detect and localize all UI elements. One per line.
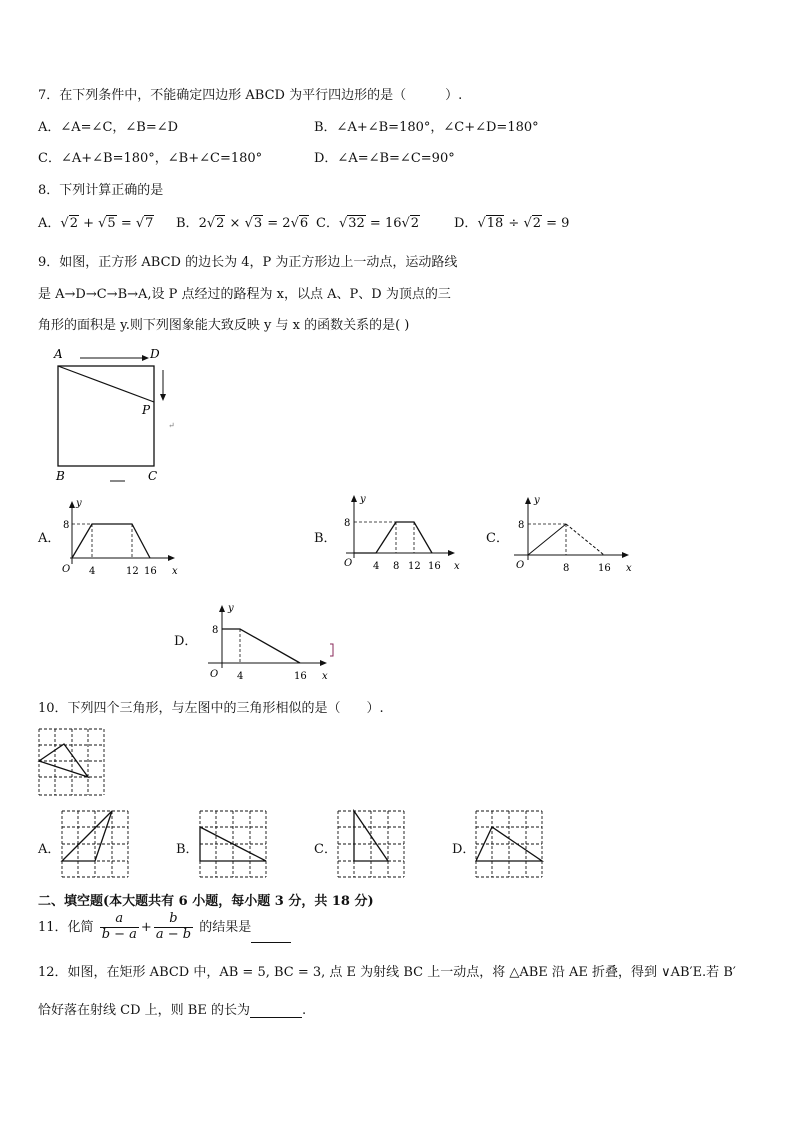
- x-tick-16: 16: [428, 561, 441, 572]
- q12-line-2-text: 恰好落在射线 CD 上，则 BE 的长为: [38, 1003, 250, 1018]
- q12-line-2-end: .: [301, 1003, 307, 1018]
- y-axis-arrow-icon: [351, 495, 357, 502]
- q12-answer-blank: [250, 1017, 302, 1018]
- q9-graph-c: [506, 492, 644, 574]
- origin-label: O: [210, 669, 219, 680]
- x-axis-label: x: [626, 563, 632, 574]
- stray-bracket-mark: [330, 644, 333, 656]
- x-tick-12: 12: [408, 561, 421, 572]
- x-axis-arrow-icon: [448, 550, 455, 556]
- x-axis-arrow-icon: [622, 552, 629, 558]
- q9-option-c-label: C．: [486, 531, 509, 546]
- x-tick-4: 4: [237, 671, 244, 682]
- x-tick-16: 16: [598, 563, 611, 574]
- y-axis-label: y: [76, 498, 82, 509]
- x-axis-label: x: [172, 566, 178, 577]
- q10-option-c-grid: [336, 807, 408, 881]
- q9-line-3: 角形的面积是 y.则下列图象能大致反映 y 与 x 的函数关系的是( ): [38, 318, 410, 333]
- graph-b-line: [354, 522, 432, 553]
- label-p: P: [142, 403, 151, 417]
- x-tick-4: 4: [373, 561, 380, 572]
- x-tick-4: 4: [89, 566, 96, 577]
- segment-ap: [58, 366, 154, 402]
- label-c: C: [148, 469, 158, 483]
- grid-lines: [476, 811, 542, 877]
- x-tick-16: 16: [294, 671, 307, 682]
- q9-line-1: 9．如图，正方形 ABCD 的边长为 4，P 为正方形边上一动点，运动路线: [38, 255, 458, 270]
- q11: 11．化简 $\frac{a}{b - a}$ + $\frac{b}{a - b}$ 的结果是: [38, 912, 291, 943]
- graph-c-fall: [566, 524, 604, 555]
- y-axis-arrow-icon: [525, 497, 531, 504]
- q9-option-b-label: B．: [314, 531, 337, 546]
- q10-option-d-grid: [474, 807, 546, 881]
- q9-line-2: 是 A→D→C→B→A,设 P 点经过的路程为 x，以点 A、P、D 为顶点的三: [38, 287, 451, 302]
- label-d: D: [150, 347, 160, 361]
- x-tick-8: 8: [563, 563, 570, 574]
- y-tick-8: 8: [212, 625, 219, 636]
- q8-stem: 8．下列计算正确的是: [38, 183, 164, 198]
- arrow-head-right-icon: [142, 355, 149, 361]
- y-axis-arrow-icon: [219, 605, 225, 612]
- y-tick-8: 8: [63, 520, 70, 531]
- section-2-heading: 二、填空题(本大题共有 6 小题，每小题 3 分，共 18 分): [38, 894, 374, 909]
- origin-label: O: [344, 558, 353, 569]
- return-mark-icon: ↵: [168, 421, 175, 430]
- square-abcd: [58, 366, 154, 466]
- q10-option-a-grid: [60, 807, 132, 881]
- q8-option-b-label: B．: [176, 216, 199, 231]
- graph-a-line: [72, 524, 150, 558]
- y-axis-label: y: [360, 494, 366, 505]
- q8-option-a-label: A．: [38, 216, 61, 231]
- x-axis-arrow-icon: [168, 555, 175, 561]
- q11-prefix: 11．化简: [38, 919, 94, 935]
- q10-option-b-grid: [198, 807, 270, 881]
- q10-option-a-label: A．: [38, 842, 61, 857]
- reference-triangle: [39, 744, 88, 777]
- x-tick-8: 8: [393, 561, 400, 572]
- q8-option-b: B．2√2 × √3 = 2√6: [176, 216, 309, 231]
- q7-stem: 7．在下列条件中，不能确定四边形 ABCD 为平行四边形的是（ ）.: [38, 88, 463, 103]
- q10-option-b-label: B．: [176, 842, 199, 857]
- option-a-triangle: [62, 811, 112, 861]
- q9-option-a-label: A．: [38, 531, 61, 546]
- x-axis-label: x: [322, 671, 328, 682]
- q9-square-figure: [50, 344, 180, 484]
- graph-c-rise: [528, 524, 566, 555]
- fraction-a-over-b-minus-a: $\frac{a}{b - a}$: [101, 911, 137, 942]
- y-axis-label: y: [534, 495, 540, 506]
- q9-graph-b: [336, 492, 470, 574]
- q9-graph-a: [60, 498, 190, 580]
- q11-suffix: 的结果是: [199, 919, 252, 935]
- q10-option-d-label: D．: [452, 842, 476, 857]
- q7-option-b: B．∠A+∠B=180°，∠C+∠D=180°: [314, 120, 539, 135]
- q9-graph-d: [196, 600, 346, 682]
- x-axis-label: x: [454, 561, 460, 572]
- x-axis-arrow-icon: [320, 660, 327, 666]
- q8-option-d-label: D．: [454, 216, 478, 231]
- y-tick-8: 8: [518, 520, 525, 531]
- q12-line-1: 12．如图，在矩形 ABCD 中，AB = 5, BC = 3, 点 E 为射线 BC 上一动点，将 △ABE 沿 AE 折叠，得到 ∨AB′E.若 B′: [38, 965, 736, 980]
- grid-lines: [39, 729, 104, 795]
- graph-d-line: [222, 629, 300, 663]
- q11-answer-blank: [251, 942, 291, 943]
- y-axis-arrow-icon: [69, 501, 75, 508]
- q7-option-a: A．∠A=∠C，∠B=∠D: [38, 120, 179, 135]
- arrow-head-down-icon: [160, 394, 166, 401]
- x-tick-12: 12: [126, 566, 139, 577]
- q10-option-c-label: C．: [314, 842, 337, 857]
- q7-option-c: C．∠A+∠B=180°，∠B+∠C=180°: [38, 151, 263, 166]
- q12-line-2: [38, 999, 306, 1018]
- fraction-b-over-a-minus-b: $\frac{b}{a - b}$: [155, 911, 192, 942]
- q10-reference-grid: [38, 727, 108, 799]
- q8-option-d: D．√18 ÷ √2 = 9: [454, 216, 570, 231]
- grid-lines: [338, 811, 404, 877]
- q7-option-d: D．∠A=∠B=∠C=90°: [314, 151, 455, 166]
- y-axis-label: y: [228, 603, 234, 614]
- grid-lines: [62, 811, 128, 877]
- label-a: A: [54, 347, 63, 361]
- q8-option-c: C．√32 = 16√2: [316, 216, 420, 231]
- label-b: B: [56, 469, 65, 483]
- origin-label: O: [516, 560, 525, 571]
- q10-stem: 10．下列四个三角形，与左图中的三角形相似的是（ ）.: [38, 701, 384, 716]
- y-tick-8: 8: [344, 518, 351, 529]
- origin-label: O: [62, 564, 71, 575]
- q9-option-d-label: D．: [174, 634, 198, 649]
- q8-option-a: A．√2 + √5 = √7: [38, 216, 154, 231]
- q8-option-c-label: C．: [316, 216, 339, 231]
- x-tick-16: 16: [144, 566, 157, 577]
